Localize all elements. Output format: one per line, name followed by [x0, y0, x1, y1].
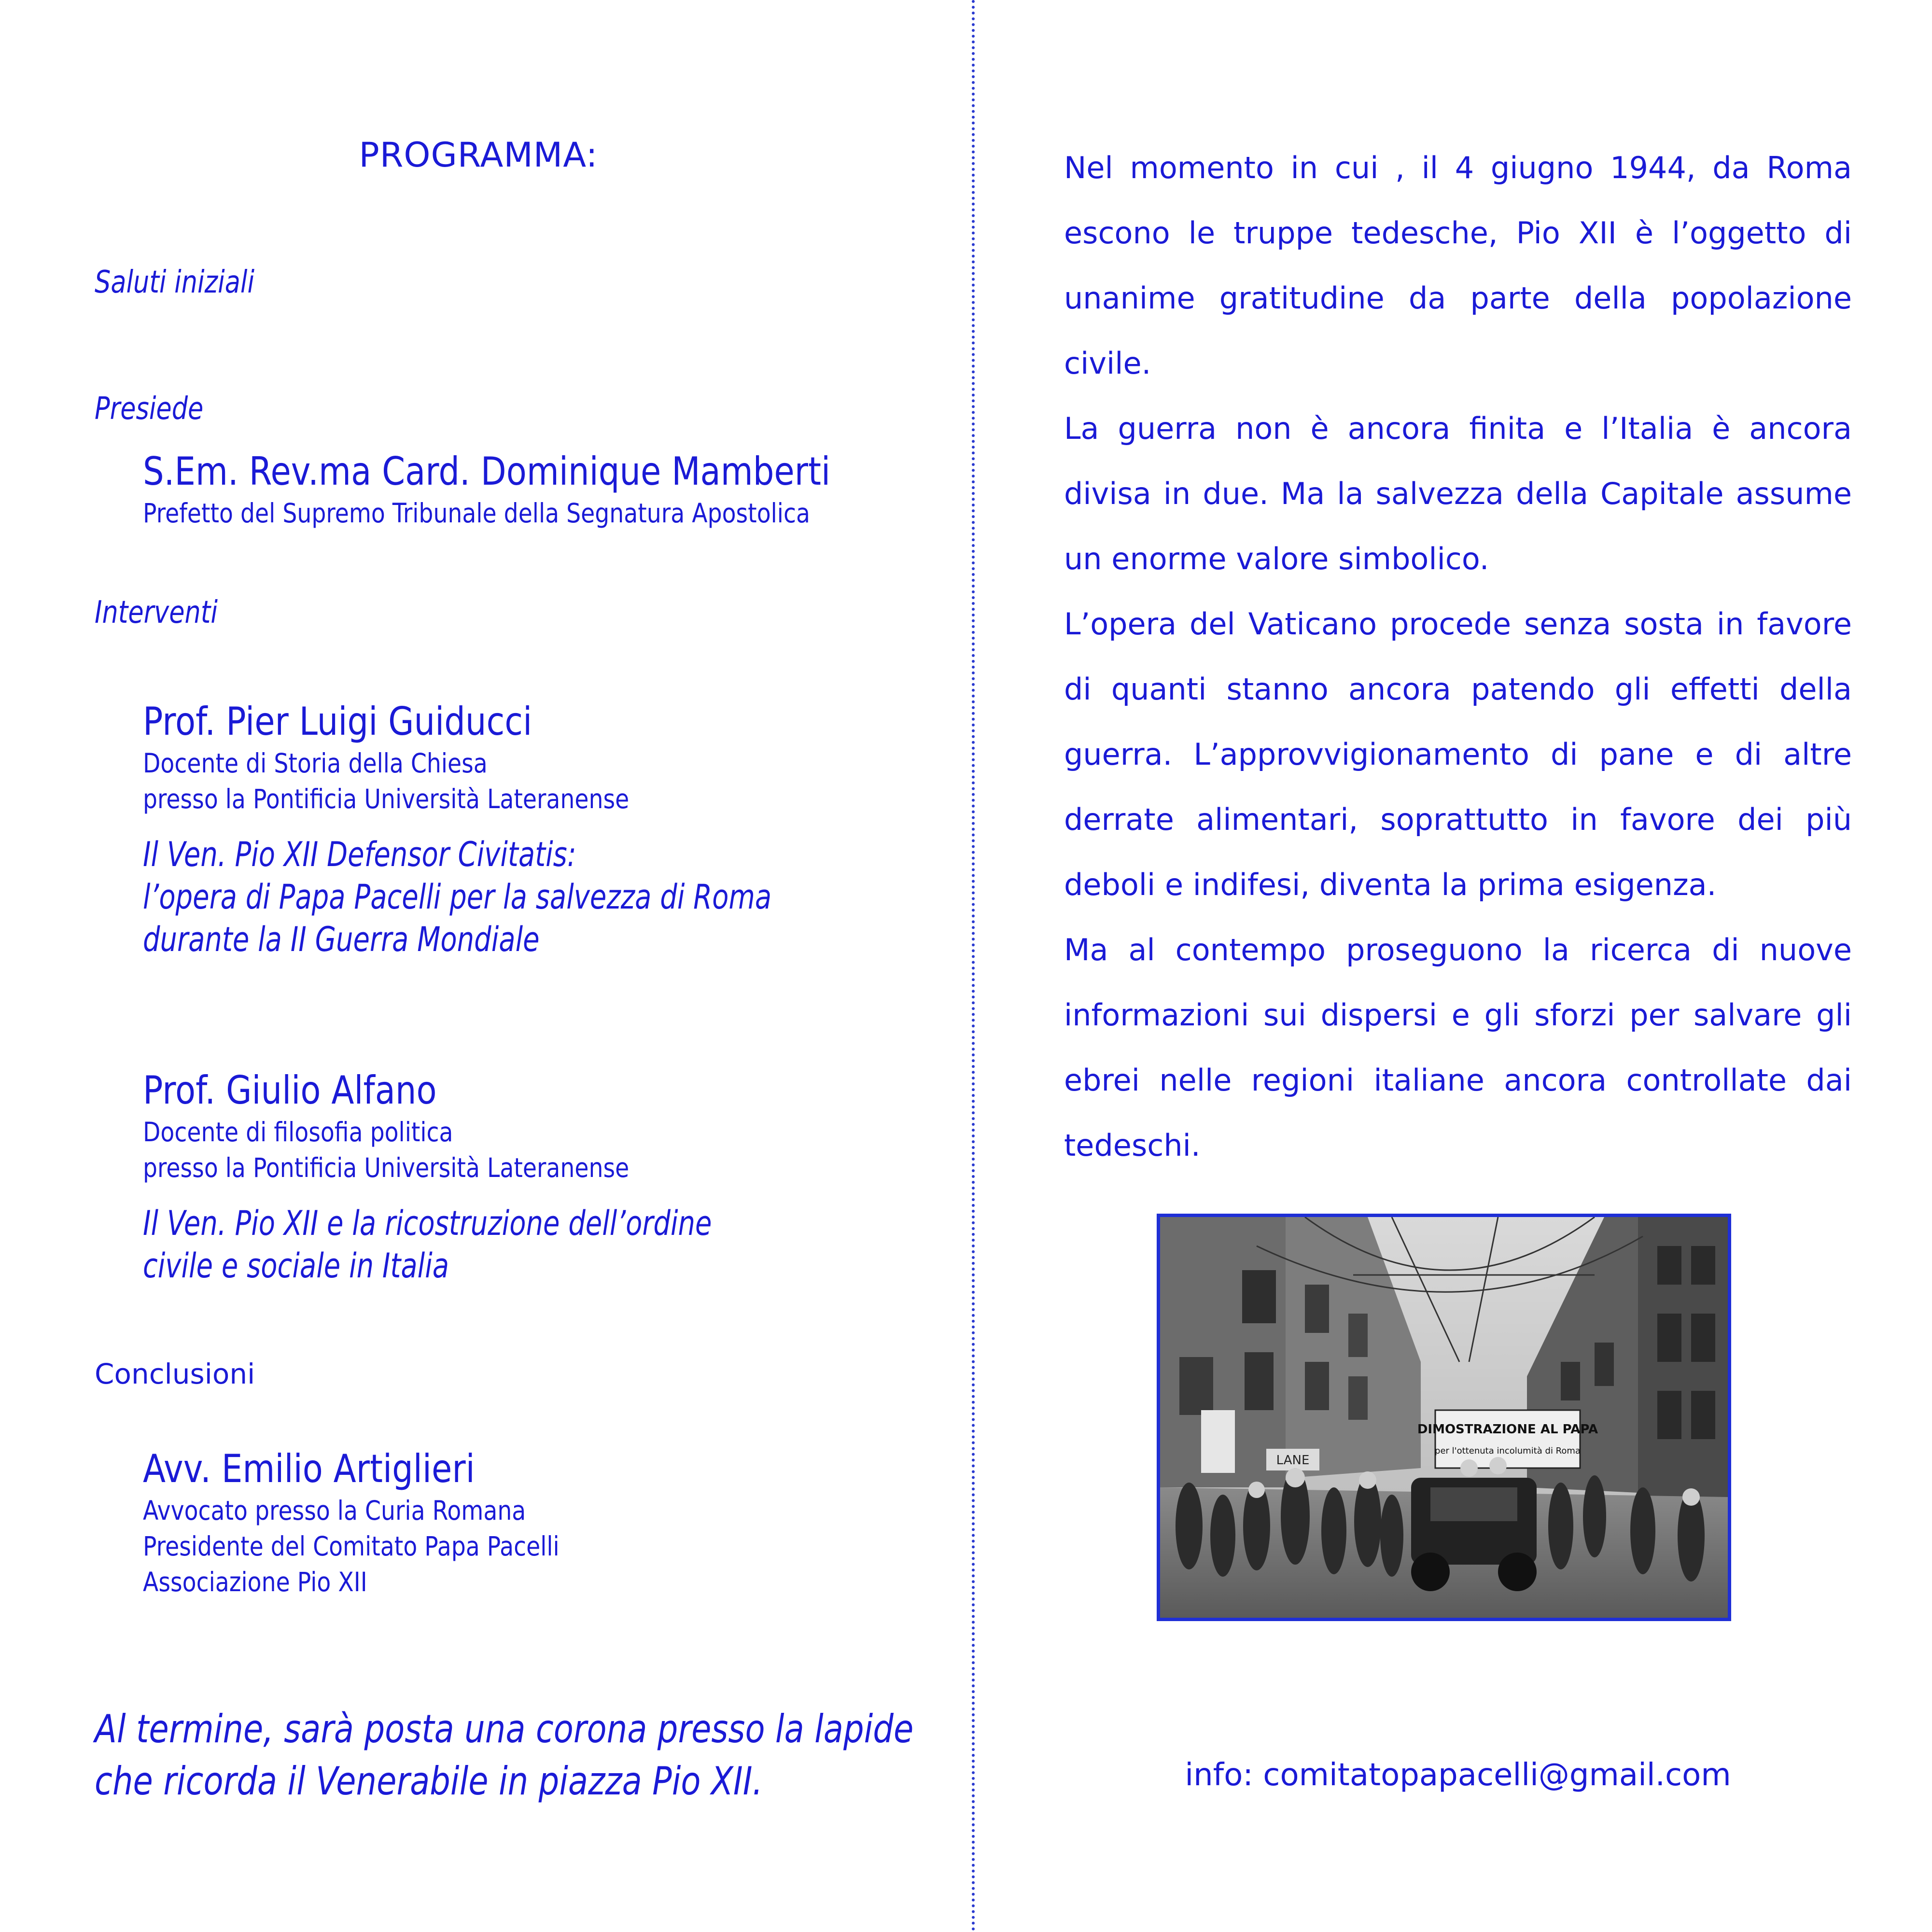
speaker-role — [143, 1114, 629, 1186]
banner-subtext: per l'ottenuta incolumità di Roma — [1435, 1446, 1581, 1456]
shop-sign-text: LANE — [1276, 1453, 1310, 1468]
speaker-role-line: Docente di filosofia politica — [143, 1117, 453, 1148]
street-demonstration-photo — [1160, 1217, 1728, 1618]
speaker-role-line: Avvocato presso la Curia Romana — [143, 1495, 526, 1526]
greetings-label: Saluti iniziali — [95, 265, 255, 300]
talk-title-line: civile e sociale in Italia — [143, 1246, 449, 1286]
banner — [1435, 1410, 1580, 1468]
closing-speaker-name: Avv. Emilio Artiglieri — [143, 1446, 475, 1491]
fold-divider — [972, 0, 975, 1932]
interventions-label: Interventi — [95, 595, 218, 630]
placard — [1201, 1410, 1235, 1473]
narrative-paragraph: Ma al contempo proseguono la ricerca di nuove informazioni sui dispersi e gli sforzi per salvare gli ebrei nelle regioni italiane ancora controllate dai tedeschi. — [1064, 932, 1852, 1163]
narrative-text — [1064, 135, 1852, 1178]
historical-photo — [1157, 1214, 1731, 1621]
closing-speaker-role — [143, 1493, 560, 1600]
speaker-role — [143, 745, 629, 817]
speaker-role-line: presso la Pontificia Università Lateranense — [143, 784, 630, 814]
closing-note — [95, 1703, 913, 1807]
closing-note-line: che ricorda il Venerabile in piazza Pio XII. — [95, 1759, 763, 1804]
conclusions-label: Conclusioni — [95, 1358, 255, 1390]
speaker-name: Prof. Giulio Alfano — [143, 1068, 437, 1113]
talk-title — [143, 833, 771, 961]
banner-text: DIMOSTRAZIONE AL PAPA — [1417, 1422, 1598, 1437]
presides-label: Presiede — [95, 391, 204, 427]
speaker-role-line: Presidente del Comitato Papa Pacelli — [143, 1531, 560, 1562]
speaker-role-line: Associazione Pio XII — [143, 1567, 367, 1597]
speaker-role-line: presso la Pontificia Università Lateranense — [143, 1152, 630, 1183]
speaker-role-line: Docente di Storia della Chiesa — [143, 748, 488, 779]
talk-title-line: l’opera di Papa Pacelli per la salvezza di Roma — [143, 877, 772, 917]
talk-title-line: durante la II Guerra Mondiale — [143, 920, 540, 959]
president-name: S.Em. Rev.ma Card. Dominique Mamberti — [143, 449, 831, 494]
narrative-paragraph: L’opera del Vaticano procede senza sosta in favore di quanti stanno ancora patendo gli effetti della guerra. L’approvvigionamento di pane e di altre derrate alimentari, soprattutto in favore dei più deboli e indifesi, diventa la prima esigenza. — [1064, 606, 1852, 902]
talk-title-line: Il Ven. Pio XII Defensor Civitatis: — [143, 835, 576, 874]
speaker-name: Prof. Pier Luigi Guiducci — [143, 699, 532, 744]
talk-title-line: Il Ven. Pio XII e la ricostruzione dell’ordine — [143, 1204, 712, 1243]
contact-info: info: comitatopapacelli@gmail.com — [1185, 1757, 1731, 1793]
president-role: Prefetto del Supremo Tribunale della Segnatura Apostolica — [143, 498, 810, 529]
narrative-paragraph: Nel momento in cui , il 4 giugno 1944, da Roma escono le truppe tedesche, Pio XII è l’oggetto di unanime gratitudine da parte della popolazione civile. — [1064, 150, 1852, 381]
closing-note-line: Al termine, sarà posta una corona presso la lapide — [95, 1707, 914, 1751]
talk-title — [143, 1202, 712, 1287]
narrative-paragraph: La guerra non è ancora finita e l’Italia è ancora divisa in due. Ma la salvezza della Capitale assume un enorme valore simbolico. — [1064, 411, 1852, 576]
program-title: PROGRAMMA: — [359, 135, 598, 175]
